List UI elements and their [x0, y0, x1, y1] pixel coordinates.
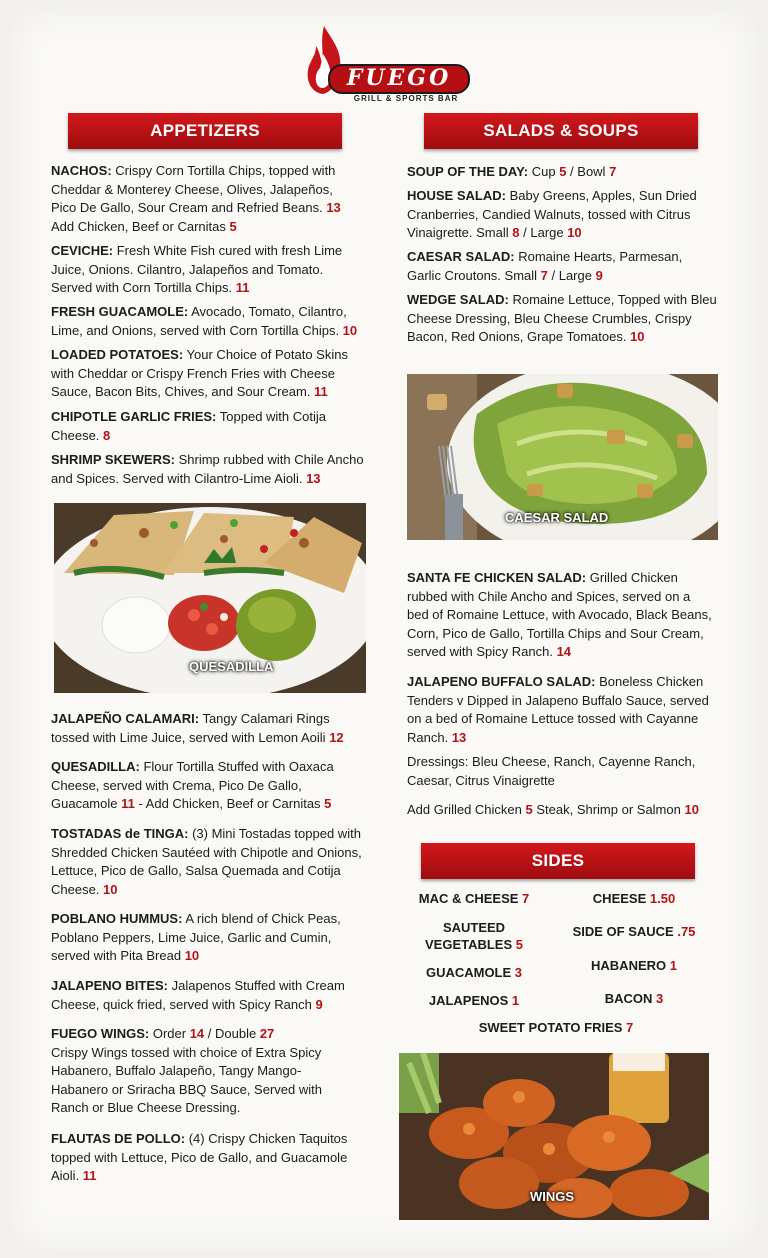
item-desc: Your Choice of Potato Skins with Cheddar or Crispy French Fries with Cheese Sauce, Bacon Bits, Chives, and Sour Cream.	[51, 347, 348, 400]
item-desc: Tangy Calamari Rings tossed with Lime Juice, served with Lemon Aoili	[51, 711, 330, 745]
side-name: MAC & CHEESE	[418, 891, 523, 906]
item-price: 11	[314, 384, 328, 400]
item-name: CEVICHE:	[51, 243, 114, 258]
item-price: 12	[329, 729, 344, 745]
item-name: CHIPOTLE GARLIC FRIES:	[51, 409, 217, 424]
side-name: SWEET POTATO FRIES	[478, 1020, 627, 1035]
dressings-list	[407, 753, 707, 790]
item-name: FRESH GUACAMOLE:	[51, 304, 189, 319]
item-desc: Boneless Chicken Tenders v Dipped in Jalapeno Buffalo Sauce, served on a bed of Romaine Lettuce tossed with Cayanne Ranch.	[407, 674, 709, 745]
item-price: 11	[121, 796, 135, 812]
appetizers-header: APPETIZERS	[68, 113, 342, 149]
side-name: SIDE OF SAUCE	[572, 924, 678, 939]
side-price: 7	[522, 891, 530, 906]
item-jalapeno-calamari	[51, 710, 351, 747]
salad-addons	[407, 801, 727, 820]
side-name: HABANERO	[591, 958, 670, 973]
item-house-salad	[407, 187, 719, 243]
salads-header: SALADS & SOUPS	[424, 113, 698, 149]
item-desc: Romaine Lettuce, Topped with Bleu Cheese Dressing, Bleu Cheese Crumbles, Crispy Bacon, Red Onions, Grape Tomatoes.	[407, 292, 717, 345]
item-flautas	[51, 1130, 361, 1186]
bowl-label: / Bowl	[566, 164, 610, 179]
item-name: FUEGO WINGS:	[51, 1026, 150, 1041]
item-name: FLAUTAS DE POLLO:	[51, 1131, 186, 1146]
item-name: JALAPENO BITES:	[51, 978, 169, 993]
item-jalapeno-bites	[51, 977, 361, 1014]
item-name: CAESAR SALAD:	[407, 249, 515, 264]
item-desc: A rich blend of Chick Peas, Poblano Peppers, Lime Juice, Garlic and Cumin, served with Pita Bread	[51, 911, 341, 964]
item-name: POBLANO HUMMUS:	[51, 911, 183, 926]
item-desc: (3) Mini Tostadas topped with Shredded Chicken Sautéed with Chipotle and Onions, Lettuce, Pico de Gallo, Salsa Quemada and Cotija Cheese.	[51, 826, 362, 897]
large-label: / Large	[547, 267, 596, 283]
item-shrimp-skewers	[51, 451, 371, 488]
side-price: 5	[515, 937, 523, 952]
item-jalapeno-buffalo-salad	[407, 673, 725, 747]
item-nachos	[51, 162, 351, 236]
item-desc: Topped with Cotija Cheese.	[51, 409, 326, 443]
side-cheese	[566, 890, 702, 907]
item-price: 13	[306, 470, 321, 486]
wings-photo-label: WINGS	[530, 1189, 575, 1204]
item-name: LOADED POTATOES:	[51, 347, 184, 362]
item-poblano-hummus	[51, 910, 351, 966]
small-price: 8	[512, 225, 520, 241]
item-desc: Fresh White Fish cured with fresh Lime Juice, Onions. Cilantro, Jalapeños and Tomato. Served with Corn Tortilla Chips.	[51, 243, 343, 296]
item-price: 9	[315, 996, 323, 1012]
fuego-logo	[300, 24, 470, 104]
caesar-salad-photo	[407, 374, 718, 540]
item-name: WEDGE SALAD:	[407, 292, 509, 307]
item-name: NACHOS:	[51, 163, 112, 178]
order-price: 14	[189, 1026, 205, 1041]
order-label: Order	[149, 1026, 190, 1041]
side-price: 3	[656, 991, 664, 1006]
addon-steak: Steak, Shrimp or Salmon	[532, 802, 685, 817]
item-desc: Flour Tortilla Stuffed with Oaxaca Cheese, served with Crema, Pico De Gallo, Guacamole	[51, 759, 334, 812]
bowl-price: 7	[609, 164, 617, 179]
item-desc: Shrimp rubbed with Chile Ancho and Spices. Served with Cilantro-Lime Aioli.	[51, 452, 364, 486]
addon-chicken: Add Grilled Chicken	[407, 802, 526, 817]
small-price: 7	[540, 267, 548, 283]
item-name: JALAPENO BUFFALO SALAD:	[407, 674, 596, 689]
dressings-text: Dressings: Bleu Cheese, Ranch, Cayenne Ranch, Caesar, Citrus Vinaigrette	[407, 754, 696, 788]
item-desc: Baby Greens, Apples, Sun Dried Cranberries, Candied Walnuts, tossed with Citrus Vinaigrette. Small	[407, 188, 697, 241]
side-price: 1	[511, 993, 520, 1008]
item-ceviche	[51, 242, 351, 298]
item-desc: Crispy Corn Tortilla Chips, topped with Cheddar & Monterey Cheese, Olives, Jalapeños, Pico De Gallo, Sour Cream and Refried Beans.	[51, 163, 336, 216]
side-price: .75	[677, 924, 696, 939]
side-jalapenos	[406, 992, 542, 1009]
double-price: 27	[259, 1026, 275, 1041]
item-desc: Romaine Hearts, Parmesan, Garlic Croutons. Small	[407, 249, 683, 283]
side-price: 1.50	[649, 891, 676, 906]
addon-chicken-price: 5	[525, 802, 533, 817]
item-price: 11	[82, 1168, 97, 1184]
logo-name: FUEGO	[328, 64, 470, 94]
side-name: JALAPENOS	[428, 993, 512, 1008]
item-fuego-wings	[51, 1025, 355, 1118]
side-mac-cheese	[406, 890, 542, 907]
side-sweet-potato-fries	[446, 1019, 666, 1036]
side-name-line2: VEGETABLES	[424, 937, 516, 952]
side-name: CHEESE	[592, 891, 650, 906]
double-label: / Double	[204, 1026, 260, 1041]
item-price: 10	[342, 322, 358, 338]
item-name: QUESADILLA:	[51, 759, 140, 774]
item-santa-fe-salad	[407, 569, 713, 662]
item-name: SANTA FE CHICKEN SALAD:	[407, 570, 587, 585]
item-name: JALAPEÑO CALAMARI:	[51, 711, 200, 726]
large-price: 9	[595, 267, 603, 283]
quesadilla-photo	[54, 503, 366, 693]
item-caesar-salad	[407, 248, 707, 285]
item-fresh-guacamole	[51, 303, 367, 340]
large-price: 10	[567, 225, 582, 241]
side-price: 1	[669, 958, 677, 973]
large-label: / Large	[519, 225, 568, 241]
cup-price: 5	[559, 164, 567, 179]
item-tostadas	[51, 825, 363, 899]
item-name: TOSTADAS de TINGA:	[51, 826, 189, 841]
side-sauteed-vegetables	[406, 919, 542, 953]
side-guacamole	[406, 964, 542, 981]
item-name: SOUP OF THE DAY:	[407, 164, 529, 179]
item-extra-price: 5	[324, 796, 332, 812]
item-name: HOUSE SALAD:	[407, 188, 506, 203]
caesar-photo-label: CAESAR SALAD	[505, 510, 609, 525]
side-bacon	[566, 990, 702, 1007]
item-price: 13	[451, 729, 467, 745]
item-price: 10	[630, 329, 645, 345]
item-extra: - Add Chicken, Beef or Carnitas	[134, 796, 325, 812]
item-extra-price: 5	[229, 218, 237, 234]
item-price: 10	[184, 948, 200, 964]
item-price: 13	[326, 200, 341, 216]
addon-steak-price: 10	[684, 802, 699, 817]
side-habanero	[566, 957, 702, 974]
item-price: 8	[103, 427, 111, 443]
item-price: 10	[103, 881, 118, 897]
item-desc: Avocado, Tomato, Cilantro, Lime, and Onions, served with Corn Tortilla Chips.	[51, 304, 347, 338]
quesadilla-photo-label: QUESADILLA	[189, 659, 274, 674]
side-name-line1: SAUTEED	[442, 920, 506, 935]
item-soup	[407, 163, 717, 182]
item-wedge-salad	[407, 291, 719, 347]
item-extra: Add Chicken, Beef or Carnitas	[51, 218, 230, 234]
side-price: 3	[514, 965, 523, 980]
item-desc: Jalapenos Stuffed with Cream Cheese, quick fried, served with Spicy Ranch	[51, 978, 345, 1012]
item-price: 11	[235, 280, 250, 296]
item-name: SHRIMP SKEWERS:	[51, 452, 175, 467]
sides-header: SIDES	[421, 843, 695, 879]
side-name: GUACAMOLE	[425, 965, 515, 980]
side-sauce	[566, 923, 702, 940]
item-desc: Grilled Chicken rubbed with Chile Ancho and Spices, served on a bed of Romaine Lettuce, with Avocado, Black Beans, Corn, Pico de Gallo, Tortilla Chips and Sour Cream, served with Spicy Ranch.	[407, 570, 712, 660]
item-price: 14	[556, 644, 572, 660]
item-desc: Crispy Wings tossed with choice of Extra Spicy Habanero, Buffalo Jalapeño, Tangy Mango-Habanero or Sriracha BBQ Sauce, Served with Ranch or Blue Cheese Dressing.	[51, 1044, 322, 1116]
side-name: BACON	[604, 991, 657, 1006]
wings-photo	[399, 1053, 709, 1220]
item-quesadilla	[51, 758, 355, 814]
cup-label: Cup	[528, 164, 560, 179]
logo-tagline: GRILL & SPORTS BAR	[353, 94, 459, 103]
item-loaded-potatoes	[51, 346, 361, 402]
side-price: 7	[626, 1020, 634, 1035]
item-chipotle-fries	[51, 408, 351, 445]
item-desc: (4) Crispy Chicken Taquitos topped with Lettuce, Pico de Gallo, and Guacamole Aioli.	[51, 1131, 348, 1184]
